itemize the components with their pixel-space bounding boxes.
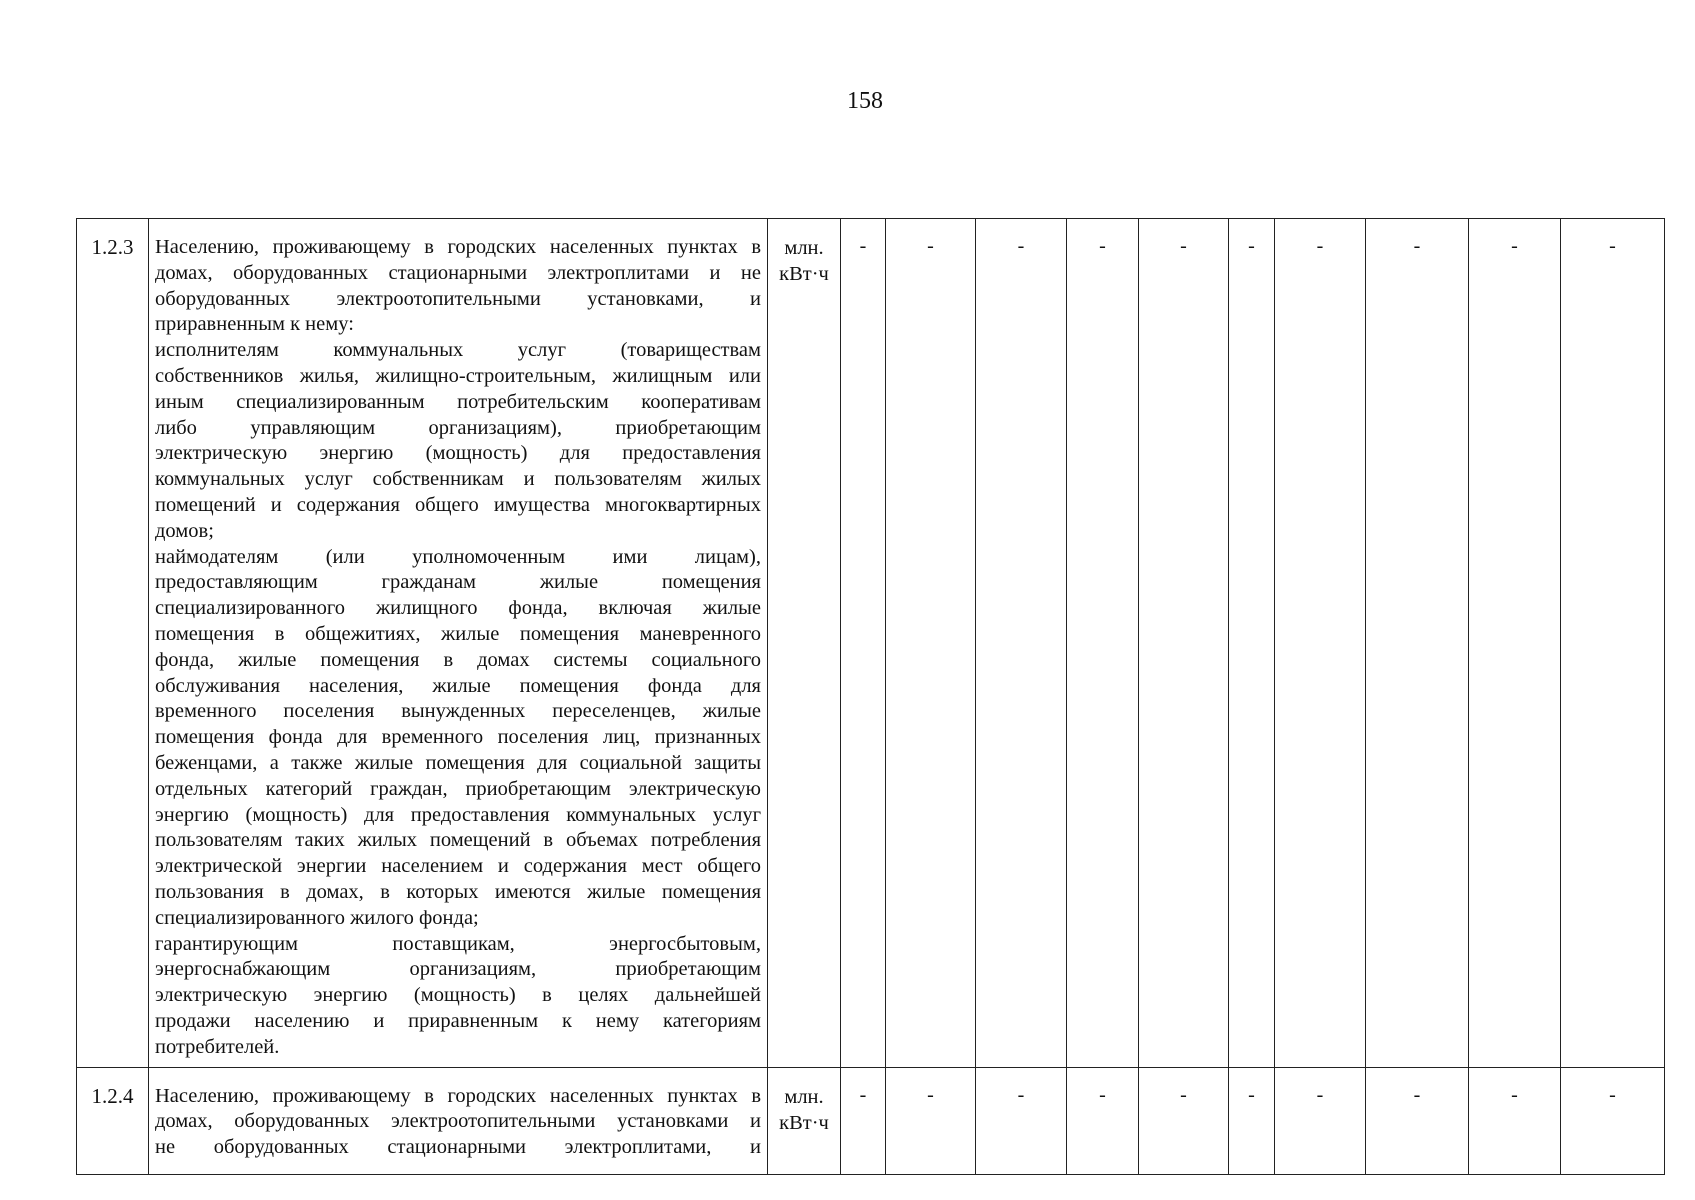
description-line: не оборудованных стационарными электроплитами, и xyxy=(155,1136,761,1159)
value-cell: - xyxy=(1561,1067,1665,1174)
value-cell: - xyxy=(841,219,886,1068)
description-line: исполнителям коммунальных услуг (товариществам xyxy=(155,339,761,362)
value-cell: - xyxy=(1229,1067,1275,1174)
table-row xyxy=(77,1067,1665,1174)
description-line: отдельных категорий граждан, приобретающим электрическую xyxy=(155,777,761,800)
unit-cell xyxy=(768,219,841,1068)
description-line: приравненным к нему: xyxy=(155,313,354,336)
description-line: коммунальных услуг собственникам и пользователям жилых xyxy=(155,468,761,491)
description-cell xyxy=(149,1067,768,1174)
unit-label-line2: кВт·ч xyxy=(779,1111,829,1134)
row-number-cell xyxy=(77,1067,149,1174)
description-line: продажи населению и приравненным к нему категориям xyxy=(155,1009,761,1032)
description-line: домов; xyxy=(155,519,214,542)
description-line: предоставляющим гражданам жилые помещения xyxy=(155,571,761,594)
description-line: электрическую энергию (мощность) для предоставления xyxy=(155,442,761,465)
description-line: оборудованных электроотопительными установками, и xyxy=(155,287,761,310)
description-line: энергию (мощность) для предоставления коммунальных услуг xyxy=(155,803,761,826)
description-line: помещений и содержания общего имущества многоквартирных xyxy=(155,493,761,516)
value-cell: - xyxy=(976,219,1067,1068)
value-cell: - xyxy=(1469,1067,1561,1174)
value-cell: - xyxy=(1469,219,1561,1068)
description-line: наймодателям (или уполномоченным ими лицам), xyxy=(155,545,761,568)
description-line: электрическую энергию (мощность) в целях дальнейшей xyxy=(155,984,761,1007)
value-cell: - xyxy=(976,1067,1067,1174)
value-cell: - xyxy=(1275,219,1366,1068)
description-line: гарантирующим поставщикам, энергосбытовым, xyxy=(155,932,761,955)
value-cell: - xyxy=(1561,219,1665,1068)
value-cell: - xyxy=(1275,1067,1366,1174)
page-number: 158 xyxy=(847,88,883,114)
row-number: 1.2.4 xyxy=(91,1083,134,1108)
description-line: фонда, жилые помещения в домах системы социального xyxy=(155,648,761,671)
value-cell: - xyxy=(1366,219,1469,1068)
description-line: домах, оборудованных электроотопительными установками и xyxy=(155,1110,761,1133)
description-cell xyxy=(149,219,768,1068)
value-cell: - xyxy=(1366,1067,1469,1174)
description-line: специализированного жилищного фонда, включая жилые xyxy=(155,597,761,620)
unit-label-line1: млн. xyxy=(784,1085,824,1108)
description-line: беженцами, а также жилые помещения для социальной защиты xyxy=(155,751,761,774)
unit-label-line2: кВт·ч xyxy=(779,263,829,285)
row-number-cell xyxy=(77,219,149,1068)
value-cell: - xyxy=(841,1067,886,1174)
description-line: пользователям таких жилых помещений в объемах потребления xyxy=(155,829,761,852)
value-cell: - xyxy=(886,1067,976,1174)
description-line: домах, оборудованных стационарными электроплитами и не xyxy=(155,261,761,284)
value-cell: - xyxy=(1067,1067,1139,1174)
description-line: Населению, проживающему в городских населенных пунктах в xyxy=(155,1084,761,1107)
value-cell: - xyxy=(1067,219,1139,1068)
description-line: потребителей. xyxy=(155,1035,280,1058)
value-cell: - xyxy=(1229,219,1275,1068)
description-line: собственников жилья, жилищно-строительным, жилищным или xyxy=(155,364,761,387)
description-line: Населению, проживающему в городских населенных пунктах в xyxy=(155,236,761,258)
description-line: помещения фонда для временного поселения лиц, признанных xyxy=(155,726,761,749)
unit-cell xyxy=(768,1067,841,1174)
description-line: иным специализированным потребительским кооперативам xyxy=(155,390,761,413)
value-cell: - xyxy=(1139,1067,1229,1174)
row-number: 1.2.3 xyxy=(91,235,134,259)
value-cell: - xyxy=(1139,219,1229,1068)
value-cell: - xyxy=(886,219,976,1068)
description-line: электрической энергии населением и содержания мест общего xyxy=(155,855,761,878)
description-line: обслуживания населения, жилые помещения фонда для xyxy=(155,674,761,697)
description-line: энергоснабжающим организациям, приобретающим xyxy=(155,958,761,981)
description-line: помещения в общежитиях, жилые помещения маневренного xyxy=(155,622,761,645)
description-line: специализированного жилого фонда; xyxy=(155,906,479,929)
description-line: пользования в домах, в которых имеются жилые помещения xyxy=(155,880,761,903)
description-line: либо управляющим организациям), приобретающим xyxy=(155,416,761,439)
unit-label-line1: млн. xyxy=(784,237,824,259)
table-row xyxy=(77,219,1665,1068)
description-line: временного поселения вынужденных переселенцев, жилые xyxy=(155,700,761,723)
tariff-table xyxy=(76,218,1665,1175)
